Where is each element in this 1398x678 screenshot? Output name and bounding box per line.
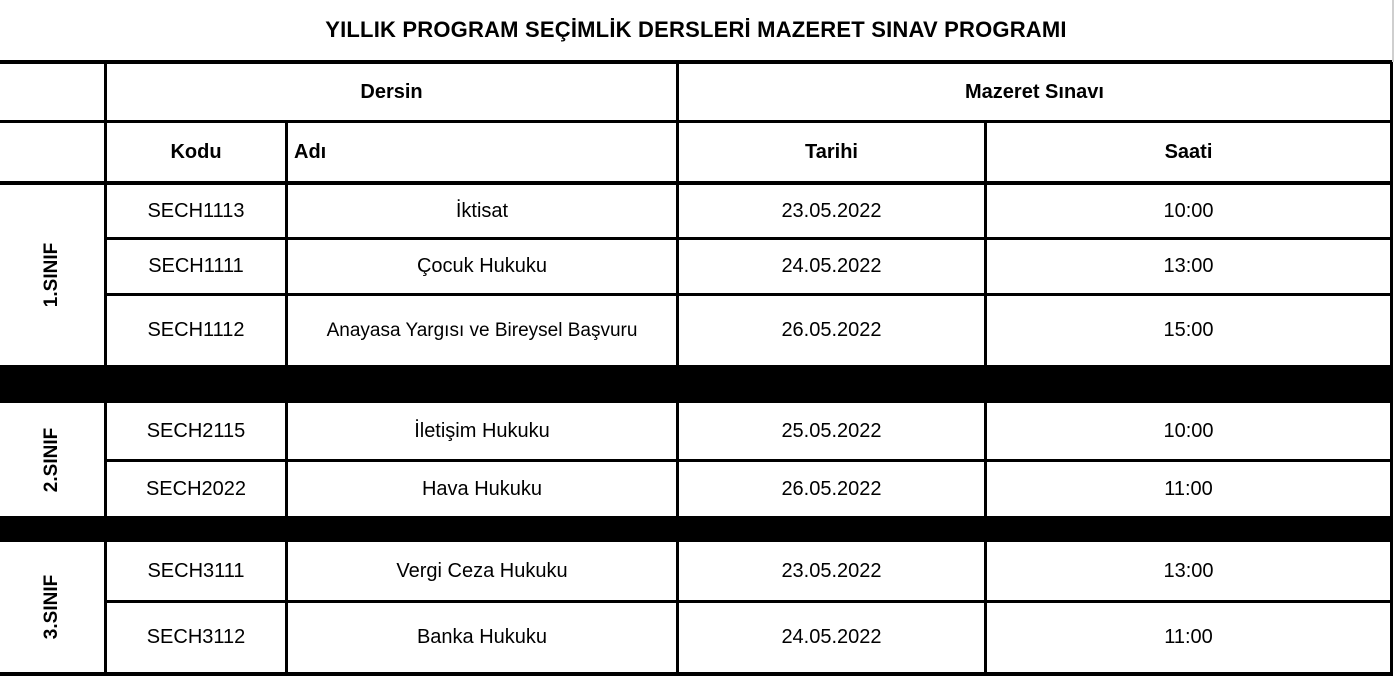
course-code: SECH3111	[147, 559, 245, 582]
group-label-1: 1.SINIF	[41, 242, 62, 308]
group-label-3: 3.SINIF	[41, 574, 62, 640]
exam-date: 24.05.2022	[781, 255, 882, 277]
group-label-2: 2.SINIF	[41, 427, 62, 492]
exam-time: 15:00	[1163, 319, 1214, 341]
group-separator	[0, 516, 1392, 542]
course-name: Vergi Ceza Hukuku	[396, 559, 568, 582]
exam-time: 10:00	[1163, 419, 1214, 442]
course-name: Çocuk Hukuku	[416, 255, 548, 277]
header-dersin: Dersin	[360, 80, 423, 103]
header-mazeret-sinavi: Mazeret Sınavı	[965, 80, 1104, 103]
course-code: SECH2022	[145, 477, 247, 500]
header-tarihi: Tarihi	[805, 140, 858, 163]
sheet-edge	[1392, 0, 1394, 62]
course-code: SECH1112	[147, 319, 245, 341]
header-kodu: Kodu	[170, 140, 222, 163]
course-name: Anayasa Yargısı ve Bireysel Başvuru	[326, 319, 638, 341]
course-name: İletişim Hukuku	[414, 419, 550, 442]
exam-date: 23.05.2022	[781, 559, 882, 582]
divider	[0, 672, 1392, 676]
exam-date: 23.05.2022	[781, 199, 882, 222]
course-name: İktisat	[455, 199, 509, 222]
exam-time: 13:00	[1163, 255, 1214, 277]
page-title: YILLIK PROGRAM SEÇİMLİK DERSLERİ MAZERET SINAV PROGRAMI	[325, 17, 1067, 42]
exam-time: 11:00	[1164, 626, 1213, 648]
header-adi: Adı	[294, 140, 327, 163]
group-separator	[0, 365, 1392, 403]
course-code: SECH1113	[147, 199, 245, 222]
exam-date: 24.05.2022	[781, 626, 882, 648]
course-code: SECH1111	[148, 255, 244, 277]
course-name: Hava Hukuku	[421, 477, 543, 500]
course-name: Banka Hukuku	[416, 626, 548, 648]
exam-date: 25.05.2022	[781, 419, 882, 442]
exam-time: 10:00	[1163, 199, 1214, 222]
exam-time: 13:00	[1163, 559, 1214, 582]
header-saati: Saati	[1164, 140, 1213, 163]
exam-time: 11:00	[1164, 477, 1213, 500]
exam-date: 26.05.2022	[781, 319, 882, 341]
course-code: SECH3112	[146, 626, 246, 648]
course-code: SECH2115	[146, 419, 246, 442]
divider	[1390, 62, 1393, 676]
exam-date: 26.05.2022	[781, 477, 882, 500]
